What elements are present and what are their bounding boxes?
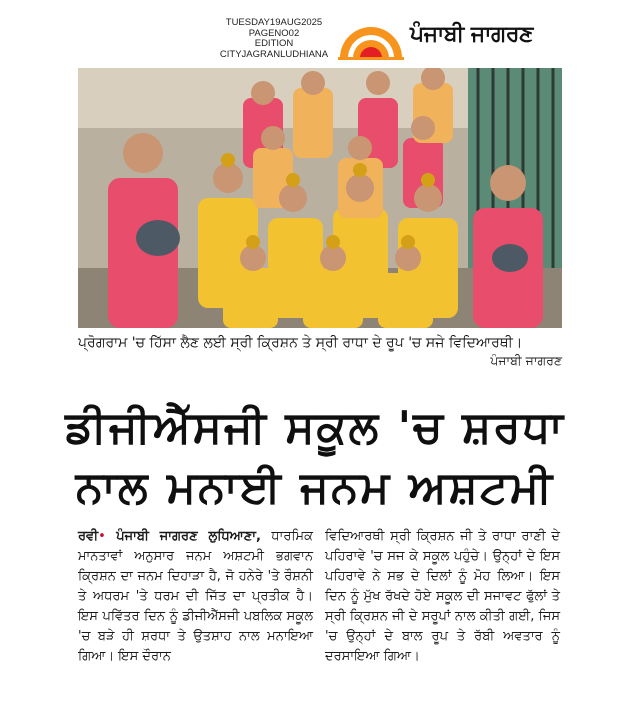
reporter-name: ਰਵੀ [78,529,99,544]
edition-name: CITYJAGRANLUDHIANA [219,48,329,60]
article-headline [60,398,570,518]
dateline-source: ਪੰਜਾਬੀ ਜਾਗਰਣ ਲੁਧਿਆਣਾ, [116,529,261,544]
photo-illustration [78,68,562,328]
article-body [78,527,568,722]
rising-sun-icon [336,10,406,60]
masthead-logo [336,10,576,62]
edition-meta [204,18,344,60]
article-column-2: ਵਿਦਿਆਰਥੀ ਸ੍ਰੀ ਕ੍ਰਿਸ਼ਨ ਜੀ ਤੇ ਰਾਧਾ ਰਾਣੀ ਦੇ ਪਹਿਰਾਵੇ 'ਚ ਸਜ ਕੇ ਸਕੂਲ ਪਹੁੰਚੇ। ਉਨ੍ਹਾਂ ਦੇ ਇਸ ਪਹਿਰਾਵੇ ਨੇ ਸਭ ਦੇ ਦਿਲਾਂ ਨੂੰ ਮੋਹ ਲਿਆ। ਇਸ ਦਿਨ ਨੂੰ ਮੁੱਖ ਰੱਖਦੇ ਹੋਏ ਸਕੂਲ ਦੀ ਸਜਾਵਟ ਫੁੱਲਾਂ ਤੇ ਸ੍ਰੀ ਕ੍ਰਿਸ਼ਨ ਜੀ ਦੇ ਸਰੂਪਾਂ ਨਾਲ ਕੀਤੀ ਗਈ, ਜਿਸ 'ਚ ਉਨ੍ਹਾਂ ਦੇ ਬਾਲ ਰੂਪ ਤੇ ਰੱਬੀ ਅਵਤਾਰ ਨੂੰ ਦਰਸਾਇਆ ਗਿਆ। [325,529,560,664]
edition-date: TUESDAY19AUG2025 [225,17,323,28]
headline-line-2: ਨਾਲ ਮਨਾਈ ਜਨਮ ਅਸ਼ਟਮੀ [75,462,555,513]
article-column-1 [78,527,313,667]
edition-page: PAGENO02 [248,27,300,39]
news-photo [78,68,562,328]
edition-label: EDITION [254,38,294,49]
photo-credit: ਪੰਜਾਬੀ ਜਾਗਰਣ [490,353,562,368]
article-column-1-text: ਧਾਰਮਿਕ ਮਾਨਤਾਵਾਂ ਅਨੁਸਾਰ ਜਨਮ ਅਸ਼ਟਮੀ ਭਗਵਾਨ ਕ੍ਰਿਸ਼ਨ ਦਾ ਜਨਮ ਦਿਹਾੜਾ ਹੈ, ਜੋ ਹਨੇਰੇ 'ਤੇ ਰੌਸ਼ਨੀ ਤੇ ਅਧਰਮ 'ਤੇ ਧਰਮ ਦੀ ਜਿੱਤ ਦਾ ਪ੍ਰਤੀਕ ਹੈ। ਇਸ ਪਵਿੱਤਰ ਦਿਨ ਨੂੰ ਡੀਜੀਐੱਸਜੀ ਪਬਲਿਕ ਸਕੂਲ 'ਚ ਬੜੇ ਹੀ ਸ਼ਰਧਾ ਤੇ ਉਤਸ਼ਾਹ ਨਾਲ ਮਨਾਇਆ ਗਿਆ। ਇਸ ਦੌਰਾਨ [78,529,313,664]
masthead-title: ਪੰਜਾਬੀ ਜਾਗਰਣ [410,22,533,47]
photo-caption: ਪ੍ਰੋਗਰਾਮ 'ਚ ਹਿੱਸਾ ਲੈਣ ਲਈ ਸ੍ਰੀ ਕ੍ਰਿਸ਼ਨ ਤੇ ਸ੍ਰੀ ਰਾਧਾ ਦੇ ਰੂਪ 'ਚ ਸਜੇ ਵਿਦਿਆਰਥੀ। [78,335,523,351]
headline-line-1: ਡੀਜੀਐੱਸਜੀ ਸਕੂਲ 'ਚ ਸ਼ਰਧਾ [65,402,565,453]
dateline-bullet: • [98,529,106,544]
